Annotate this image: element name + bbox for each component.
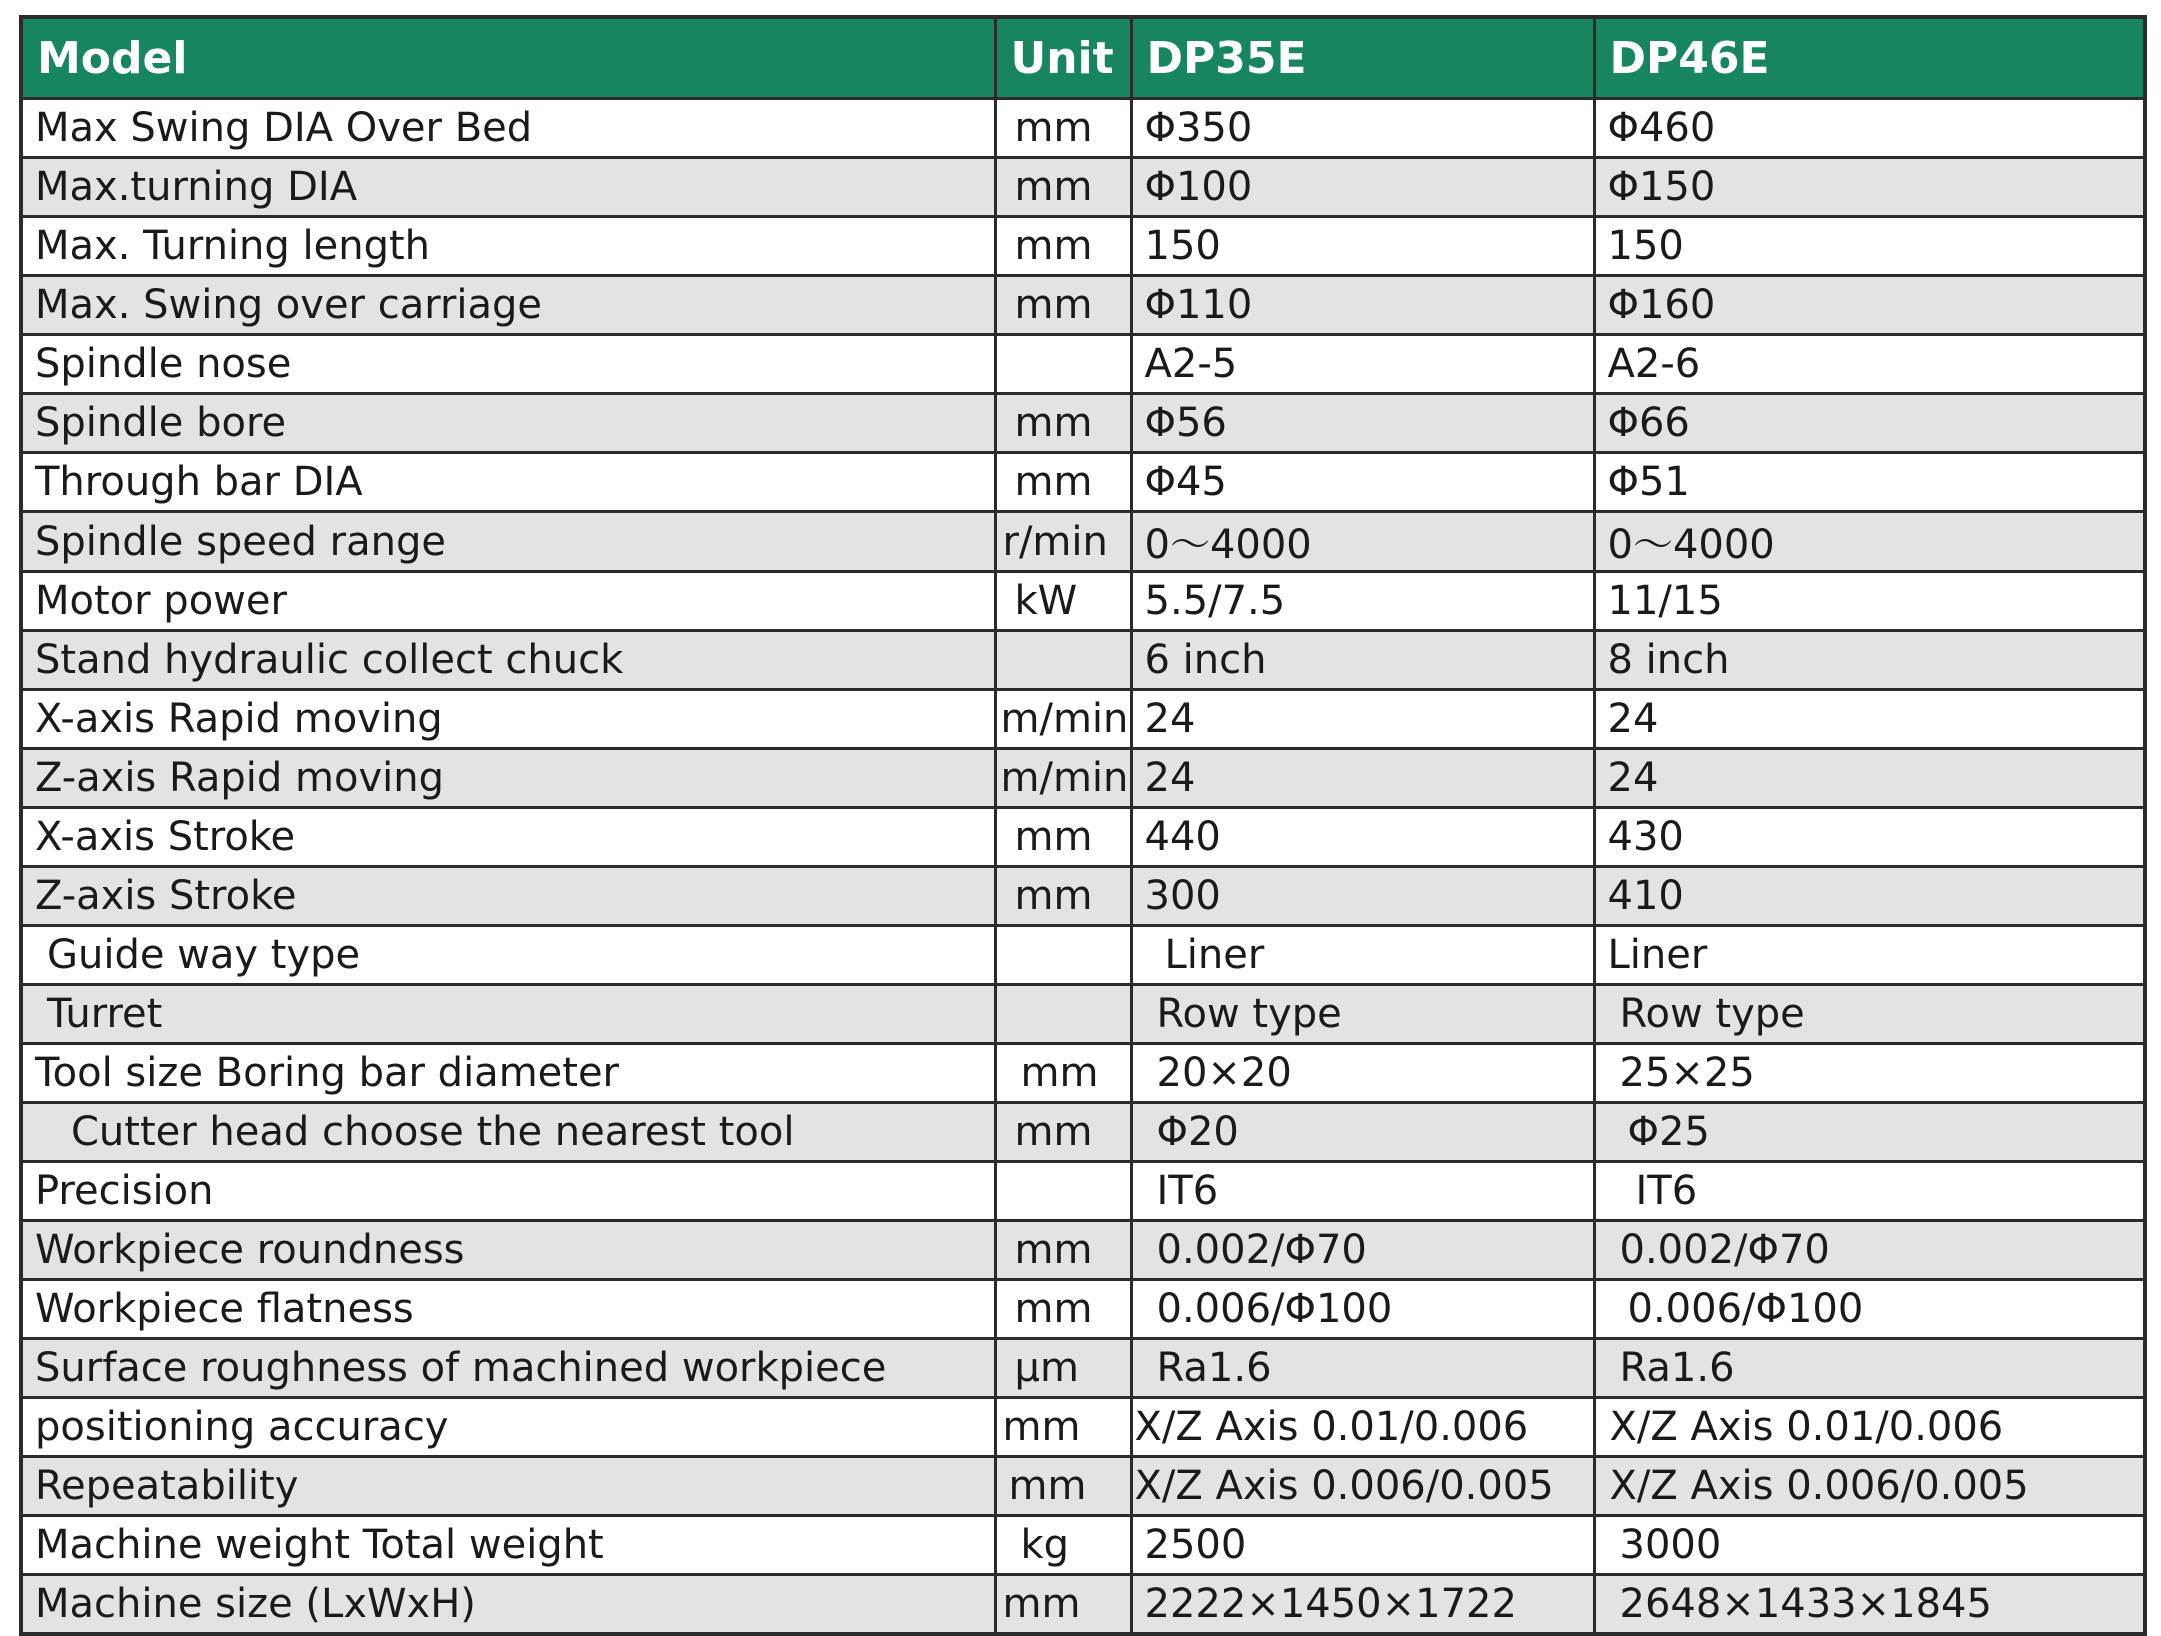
row-dp35e-value: Ra1.6 [1131, 1339, 1594, 1398]
row-unit: mm [995, 394, 1131, 453]
row-param: X-axis Rapid moving [21, 690, 995, 749]
row-param: Max. Swing over carriage [21, 276, 995, 335]
row-dp46e-value: 2648×1433×1845 [1594, 1575, 2145, 1635]
table-row [21, 453, 2145, 512]
row-dp46e-value: X/Z Axis 0.006/0.005 [1594, 1457, 2145, 1516]
row-dp46e-value: 3000 [1594, 1516, 2145, 1575]
row-dp35e-value: 440 [1131, 808, 1594, 867]
row-dp35e-value: 24 [1131, 749, 1594, 808]
row-param: Spindle bore [21, 394, 995, 453]
row-param: Max.turning DIA [21, 158, 995, 217]
table-row [21, 512, 2145, 572]
table-row [21, 926, 2145, 985]
table-row [21, 394, 2145, 453]
table-row [21, 1162, 2145, 1221]
row-unit: m/min [995, 749, 1131, 808]
row-unit [995, 631, 1131, 690]
table-row [21, 1221, 2145, 1280]
row-dp46e-value: 0.006/Φ100 [1594, 1280, 2145, 1339]
row-unit: mm [995, 453, 1131, 512]
row-param: Spindle nose [21, 335, 995, 394]
row-param: Max Swing DIA Over Bed [21, 99, 995, 158]
table-row [21, 690, 2145, 749]
row-dp46e-value: Φ150 [1594, 158, 2145, 217]
table-row [21, 749, 2145, 808]
row-dp46e-value: 8 inch [1594, 631, 2145, 690]
row-unit: mm [995, 1457, 1131, 1516]
row-param: Machine weight Total weight [21, 1516, 995, 1575]
row-dp35e-value: X/Z Axis 0.006/0.005 [1131, 1457, 1594, 1516]
row-unit: kW [995, 572, 1131, 631]
row-param: Workpiece flatness [21, 1280, 995, 1339]
row-dp46e-value: A2-6 [1594, 335, 2145, 394]
row-param: Z-axis Stroke [21, 867, 995, 926]
row-dp46e-value: 24 [1594, 690, 2145, 749]
table-row [21, 99, 2145, 158]
row-dp35e-value: Row type [1131, 985, 1594, 1044]
row-param: Turret [21, 985, 995, 1044]
row-dp35e-value: Φ100 [1131, 158, 1594, 217]
table-row [21, 985, 2145, 1044]
row-dp46e-value: 0～4000 [1594, 512, 2145, 572]
table-row [21, 1398, 2145, 1457]
row-dp46e-value: Ra1.6 [1594, 1339, 2145, 1398]
row-dp46e-value: Φ160 [1594, 276, 2145, 335]
row-param: Guide way type [21, 926, 995, 985]
row-dp35e-value: 20×20 [1131, 1044, 1594, 1103]
table-row [21, 335, 2145, 394]
row-dp35e-value: 0.006/Φ100 [1131, 1280, 1594, 1339]
header-model: Model [21, 17, 995, 99]
row-dp35e-value: Φ350 [1131, 99, 1594, 158]
table-row [21, 158, 2145, 217]
row-dp35e-value: 0～4000 [1131, 512, 1594, 572]
row-dp35e-value: Φ56 [1131, 394, 1594, 453]
row-dp46e-value: Φ25 [1594, 1103, 2145, 1162]
row-unit: mm [995, 99, 1131, 158]
row-unit: mm [995, 867, 1131, 926]
row-dp46e-value: 25×25 [1594, 1044, 2145, 1103]
row-unit: mm [995, 1103, 1131, 1162]
table-row [21, 1103, 2145, 1162]
table-row [21, 1575, 2145, 1635]
row-param: Repeatability [21, 1457, 995, 1516]
row-param: Machine size (LxWxH) [21, 1575, 995, 1635]
row-unit: mm [995, 158, 1131, 217]
row-unit: μm [995, 1339, 1131, 1398]
header-dp35e: DP35E [1131, 17, 1594, 99]
row-dp35e-value: 2222×1450×1722 [1131, 1575, 1594, 1635]
row-param: Through bar DIA [21, 453, 995, 512]
row-dp35e-value: Liner [1131, 926, 1594, 985]
row-dp46e-value: 430 [1594, 808, 2145, 867]
row-param: Z-axis Rapid moving [21, 749, 995, 808]
row-unit [995, 926, 1131, 985]
row-dp46e-value: Φ66 [1594, 394, 2145, 453]
row-unit: mm [995, 1575, 1131, 1635]
row-dp46e-value: IT6 [1594, 1162, 2145, 1221]
header-unit: Unit [995, 17, 1131, 99]
table-row [21, 1280, 2145, 1339]
row-unit: mm [995, 217, 1131, 276]
table-row [21, 808, 2145, 867]
row-unit: mm [995, 1398, 1131, 1457]
row-dp46e-value: Φ460 [1594, 99, 2145, 158]
table-row [21, 867, 2145, 926]
row-param: Workpiece roundness [21, 1221, 995, 1280]
row-dp46e-value: Φ51 [1594, 453, 2145, 512]
row-unit: mm [995, 276, 1131, 335]
row-dp35e-value: 24 [1131, 690, 1594, 749]
spec-table [19, 15, 2147, 1636]
table-row [21, 276, 2145, 335]
row-dp35e-value: 2500 [1131, 1516, 1594, 1575]
row-param: Surface roughness of machined workpiece [21, 1339, 995, 1398]
row-dp35e-value: 0.002/Φ70 [1131, 1221, 1594, 1280]
table-row [21, 572, 2145, 631]
row-unit: m/min [995, 690, 1131, 749]
row-dp46e-value: 410 [1594, 867, 2145, 926]
table-row [21, 1044, 2145, 1103]
row-param: Motor power [21, 572, 995, 631]
row-dp46e-value: Liner [1594, 926, 2145, 985]
row-unit: r/min [995, 512, 1131, 572]
row-param: Tool size Boring bar diameter [21, 1044, 995, 1103]
row-dp35e-value: X/Z Axis 0.01/0.006 [1131, 1398, 1594, 1457]
row-unit: mm [995, 808, 1131, 867]
table-row [21, 217, 2145, 276]
row-param: Precision [21, 1162, 995, 1221]
row-param: positioning accuracy [21, 1398, 995, 1457]
header-dp46e: DP46E [1594, 17, 2145, 99]
row-dp35e-value: 300 [1131, 867, 1594, 926]
row-dp35e-value: Φ110 [1131, 276, 1594, 335]
header-row [21, 17, 2145, 99]
row-dp35e-value: Φ20 [1131, 1103, 1594, 1162]
table-row [21, 1516, 2145, 1575]
row-dp35e-value: 150 [1131, 217, 1594, 276]
row-dp46e-value: 0.002/Φ70 [1594, 1221, 2145, 1280]
row-dp46e-value: 24 [1594, 749, 2145, 808]
row-unit [995, 335, 1131, 394]
row-unit: kg [995, 1516, 1131, 1575]
row-dp35e-value: IT6 [1131, 1162, 1594, 1221]
row-param: Max. Turning length [21, 217, 995, 276]
row-unit [995, 985, 1131, 1044]
row-param: Cutter head choose the nearest tool [21, 1103, 995, 1162]
row-dp46e-value: 11/15 [1594, 572, 2145, 631]
row-unit [995, 1162, 1131, 1221]
row-dp46e-value: 150 [1594, 217, 2145, 276]
row-unit: mm [995, 1044, 1131, 1103]
row-param: Spindle speed range [21, 512, 995, 572]
table-row [21, 631, 2145, 690]
row-dp35e-value: Φ45 [1131, 453, 1594, 512]
row-dp35e-value: 6 inch [1131, 631, 1594, 690]
row-dp35e-value: 5.5/7.5 [1131, 572, 1594, 631]
table-row [21, 1457, 2145, 1516]
row-dp46e-value: Row type [1594, 985, 2145, 1044]
row-param: X-axis Stroke [21, 808, 995, 867]
row-unit: mm [995, 1280, 1131, 1339]
row-unit: mm [995, 1221, 1131, 1280]
table-row [21, 1339, 2145, 1398]
row-param: Stand hydraulic collect chuck [21, 631, 995, 690]
row-dp35e-value: A2-5 [1131, 335, 1594, 394]
row-dp46e-value: X/Z Axis 0.01/0.006 [1594, 1398, 2145, 1457]
